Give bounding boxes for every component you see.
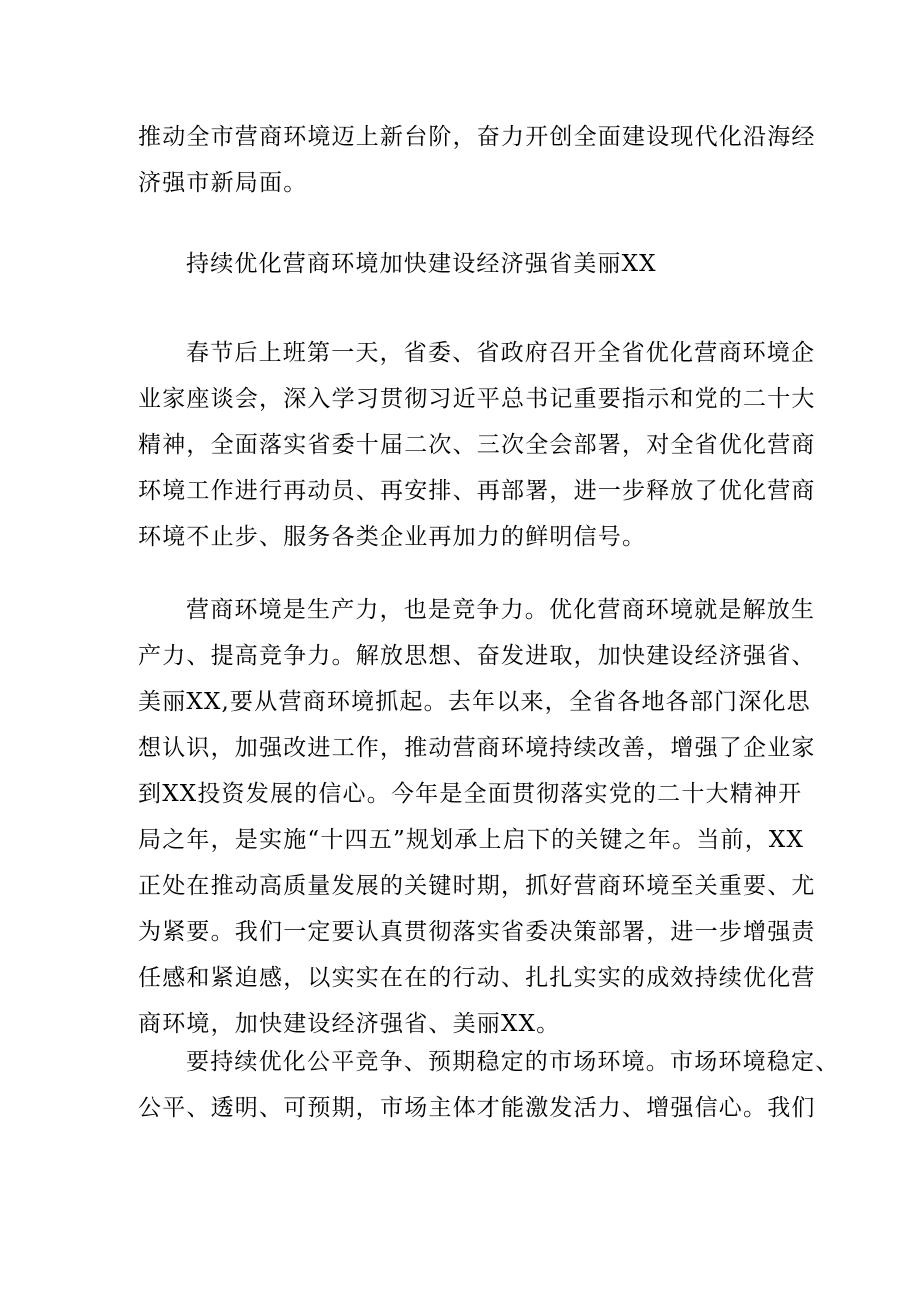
- text-line: 到XX投资发展的信心。今年是全面贯彻落实党的二十大精神开: [138, 781, 803, 807]
- text-line: 环境不止步、服务各类企业再加力的鲜明信号。: [138, 524, 647, 550]
- intro-paragraph: [138, 330, 816, 560]
- text-line: 营商环境是生产力，也是竞争力。优化营商环境就是解放生: [186, 597, 816, 623]
- text-line: 想认识，加强改进工作，推动营商环境持续改善，增强了企业家: [138, 735, 816, 761]
- text-line: 商环境，加快建设经济强省、美丽XX。: [138, 1011, 561, 1037]
- body-paragraph-2: [138, 1039, 840, 1131]
- text-line: 产力、提高竞争力。解放思想、奋发进取，加快建设经济强省、: [138, 643, 816, 669]
- text-line: 任感和紧迫感，以实实在在的行动、扎扎实实的成效持续优化营: [138, 965, 816, 991]
- text-line: 为紧要。我们一定要认真贯彻落实省委决策部署，进一步增强责: [138, 919, 816, 945]
- body-paragraph-1: [138, 587, 816, 1047]
- heading-line: 持续优化营商环境加快建设经济强省美丽XX: [186, 251, 657, 277]
- text-line: 济强市新局面。: [138, 170, 308, 196]
- continuation-paragraph: [138, 114, 816, 206]
- text-line: 局之年，是实施“十四五”规划承上启下的关键之年。当前，XX: [138, 827, 805, 853]
- text-line: 精神，全面落实省委十届二次、三次全会部署，对全省优化营商: [138, 432, 816, 458]
- text-line: 业家座谈会，深入学习贯彻习近平总书记重要指示和党的二十大: [138, 386, 816, 412]
- text-line: 环境工作进行再动员、再安排、再部署，进一步释放了优化营商: [138, 478, 816, 504]
- section-heading: [138, 241, 788, 287]
- text-line: 公平、透明、可预期，市场主体才能激发活力、增强信心。我们: [138, 1095, 816, 1121]
- text-line: 春节后上班第一天，省委、省政府召开全省优化营商环境企: [186, 340, 816, 366]
- text-line: 要持续优化公平竞争、预期稳定的市场环境。市场环境稳定、: [186, 1049, 840, 1075]
- text-line: 推动全市营商环境迈上新台阶，奋力开创全面建设现代化沿海经: [138, 124, 816, 150]
- text-line: 美丽XX,要从营商环境抓起。去年以来，全省各地各部门深化思: [138, 689, 811, 715]
- text-line: 正处在推动高质量发展的关键时期，抓好营商环境至关重要、尤: [138, 873, 816, 899]
